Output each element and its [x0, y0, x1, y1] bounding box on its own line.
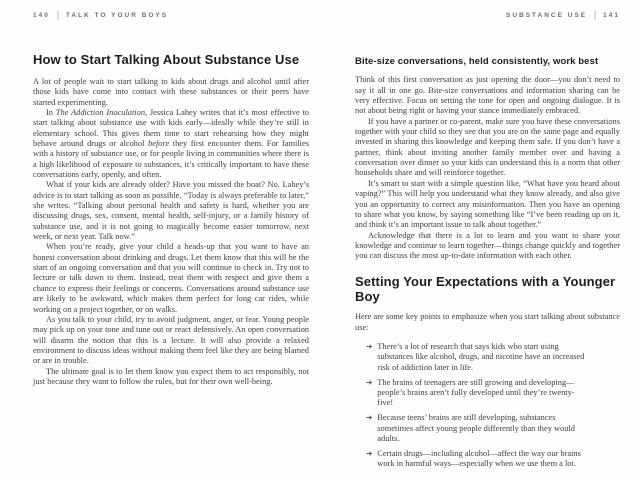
bullet-item — [366, 378, 620, 409]
section-intro: Here are some key points to emphasize when you start talking about substance use: — [355, 312, 620, 332]
page-number-right: 141 — [603, 11, 620, 19]
paragraph: As you talk to your child, try to avoid judgment, anger, or fear. Young people may pick up on your tone and tune out or react defensively. An open conversation will disarm the notion that this is a lecture. It will also provide a relaxed environment to discuss ideas without making them feel like they are being blamed or are in trouble. — [33, 314, 309, 366]
key-points-list — [355, 342, 620, 469]
paragraph: It’s smart to start with a simple question like, “What have you heard about vaping?” This will help you understand what they know already, and also give you an opportunity to correct any misinformation. Then you have an opening to share what you know, by saying something like “I’ve been reading up on it, and think it’s an important issue to talk about together.” — [355, 178, 620, 230]
paragraph: A lot of people wait to start talking to kids about drugs and alcohol until after those kids have come into contact with these substances or their peers have started experimenting. — [33, 76, 309, 107]
header-divider — [594, 11, 596, 20]
bullet-text: Certain drugs—including alcohol—affect the way our brains work in harmful ways—especially when we use them a lot. — [377, 448, 581, 469]
subsection-heading: Bite-size conversations, held consistently, work best — [355, 56, 599, 67]
paragraph: If you have a partner or co-parent, make sure you have these conversations together with your child so they see that you are on the same page and equally invested in sharing this knowledge and keeping them safe. If you don’t have a partner, think about inviting another family member over and having a conversation over dinner so your kids can understand this is a norm that other households share and will reinforce together. — [355, 116, 620, 178]
paragraph: When you’re ready, give your child a heads-up that you want to have an honest conversation about drinking and drugs. Let them know that this will be the start of an ongoing conversation and that you will continue to check in. Try not to lecture or talk down to them. Instead, treat them with respect and give them a chance to express their feelings or concerns. Conversations around substance use are likely to be awkward, which makes them perfect for long car rides, while working on a project together, or on walks. — [33, 242, 309, 314]
bullet-item — [366, 342, 620, 373]
paragraph: The ultimate goal is to let them know you expect them to act responsibly, not just because they want to follow the rules, but for their own well-being. — [33, 366, 309, 386]
paragraph: Think of this first conversation as just opening the door—you don’t need to say it all in one go. Bite-size conversations and information sharing can be very effective. Focus on setting the tone for open and ongoing dialogue. It is not about being right or having your stance immediately embraced. — [355, 75, 620, 116]
section-heading-left: How to Start Talking About Substance Use — [33, 52, 300, 67]
paragraph: In The Addiction Inoculation, Jessica Lahey writes that it’s most effective to start talking about substance use with kids early—ideally while they’re still in elementary school. This gives them time to start rehearsing how they might behave around drugs or alcohol before they first encounter them. For families with a history of substance use, or for people living in communities where there is a high likelihood of exposure to substances, it’s critically important to have these conversations early, openly, and often. — [33, 107, 309, 180]
header-divider — [57, 11, 59, 20]
running-header-left — [33, 10, 309, 20]
body-copy-left — [33, 77, 309, 387]
bullet-text: The brains of teenagers are still growing and developing—people’s brains aren’t fully developed until they’re twenty-five! — [377, 377, 575, 408]
arrow-bullet-icon: ➔ — [366, 448, 373, 458]
page-number-left: 140 — [33, 11, 50, 19]
running-header-right — [355, 10, 620, 20]
arrow-bullet-icon: ➔ — [366, 342, 373, 352]
bullet-text: Because teens’ brains are still developing, substances sometimes affect young people differently than they would adults. — [377, 413, 575, 443]
body-copy-right — [355, 75, 620, 261]
bullet-text: There’s a lot of research that says kids who start using substances like alcohol, drugs, and nicotine have an increased risk of addiction later in life. — [377, 342, 585, 372]
bullet-item — [366, 413, 620, 444]
page-left — [33, 10, 309, 387]
arrow-bullet-icon: ➔ — [366, 413, 373, 423]
book-title: TALK TO YOUR BOYS — [65, 11, 169, 19]
arrow-bullet-icon: ➔ — [366, 377, 373, 387]
paragraph: Acknowledge that there is a lot to learn and you want to share your knowledge and continue to learn together—things change quickly and together you can discuss the most up-to-date information with each other. — [355, 230, 620, 261]
bullet-item — [366, 449, 620, 469]
chapter-title: SUBSTANCE USE — [506, 11, 588, 19]
paragraph: What if your kids are already older? Have you missed the boat? No. Lahey’s advice is to start talking as soon as possible. “Today is always preferable to later,” she writes. “Talking about personal health and safety is hard, whether you are discussing drugs, sex, consent, mental health, self-injury, or a family history of substance use, and it is not going to magically become easier tomorrow, next week, or next year. Talk now.” — [33, 180, 309, 242]
page-right — [355, 10, 620, 474]
section-heading-right: Setting Your Expectations with a Younger Boy — [355, 273, 616, 304]
